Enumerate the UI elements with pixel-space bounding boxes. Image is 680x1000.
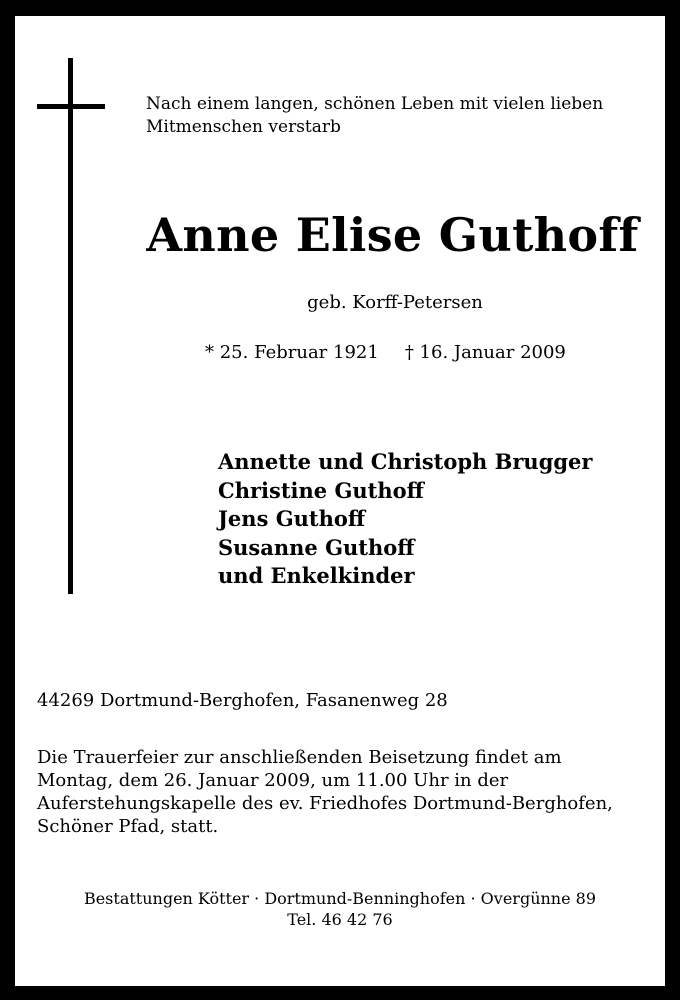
- family-member: Christine Guthoff: [218, 477, 424, 503]
- maiden-name: geb. Korff-Petersen: [307, 292, 483, 313]
- service-line: Schöner Pfad, statt.: [37, 816, 219, 837]
- intro-text: [146, 93, 616, 139]
- funeral-home-phone: Tel. 46 42 76: [287, 910, 393, 929]
- family-member: Jens Guthoff: [218, 506, 366, 531]
- deceased-name: Anne Elise Guthoff: [146, 208, 639, 262]
- intro-line: Nach einem langen, schönen Leben mit vielen lieben: [146, 94, 604, 114]
- service-line: Auferstehungskapelle des ev. Friedhofes Dortmund-Berghofen,: [37, 793, 613, 814]
- service-line: Die Trauerfeier zur anschließenden Beisetzung findet am: [37, 747, 562, 768]
- cross-vertical-bar: [68, 58, 73, 594]
- cross-horizontal-bar: [37, 104, 105, 109]
- family-member: Annette und Christoph Brugger: [218, 449, 593, 474]
- birth-date: * 25. Februar 1921: [205, 342, 379, 363]
- family-member: Susanne Guthoff: [218, 534, 415, 560]
- death-date: † 16. Januar 2009: [404, 342, 566, 363]
- family-list: [218, 448, 592, 591]
- intro-line: Mitmenschen verstarb: [146, 117, 341, 137]
- service-info: [37, 746, 657, 838]
- address: 44269 Dortmund-Berghofen, Fasanenweg 28: [37, 690, 448, 711]
- life-dates: [205, 342, 566, 363]
- funeral-home: [0, 888, 680, 930]
- family-member: und Enkelkinder: [218, 563, 415, 588]
- funeral-home-line: Bestattungen Kötter · Dortmund-Benninghofen · Overgünne 89: [83, 889, 597, 908]
- service-line: Montag, dem 26. Januar 2009, um 11.00 Uhr in der: [37, 770, 509, 791]
